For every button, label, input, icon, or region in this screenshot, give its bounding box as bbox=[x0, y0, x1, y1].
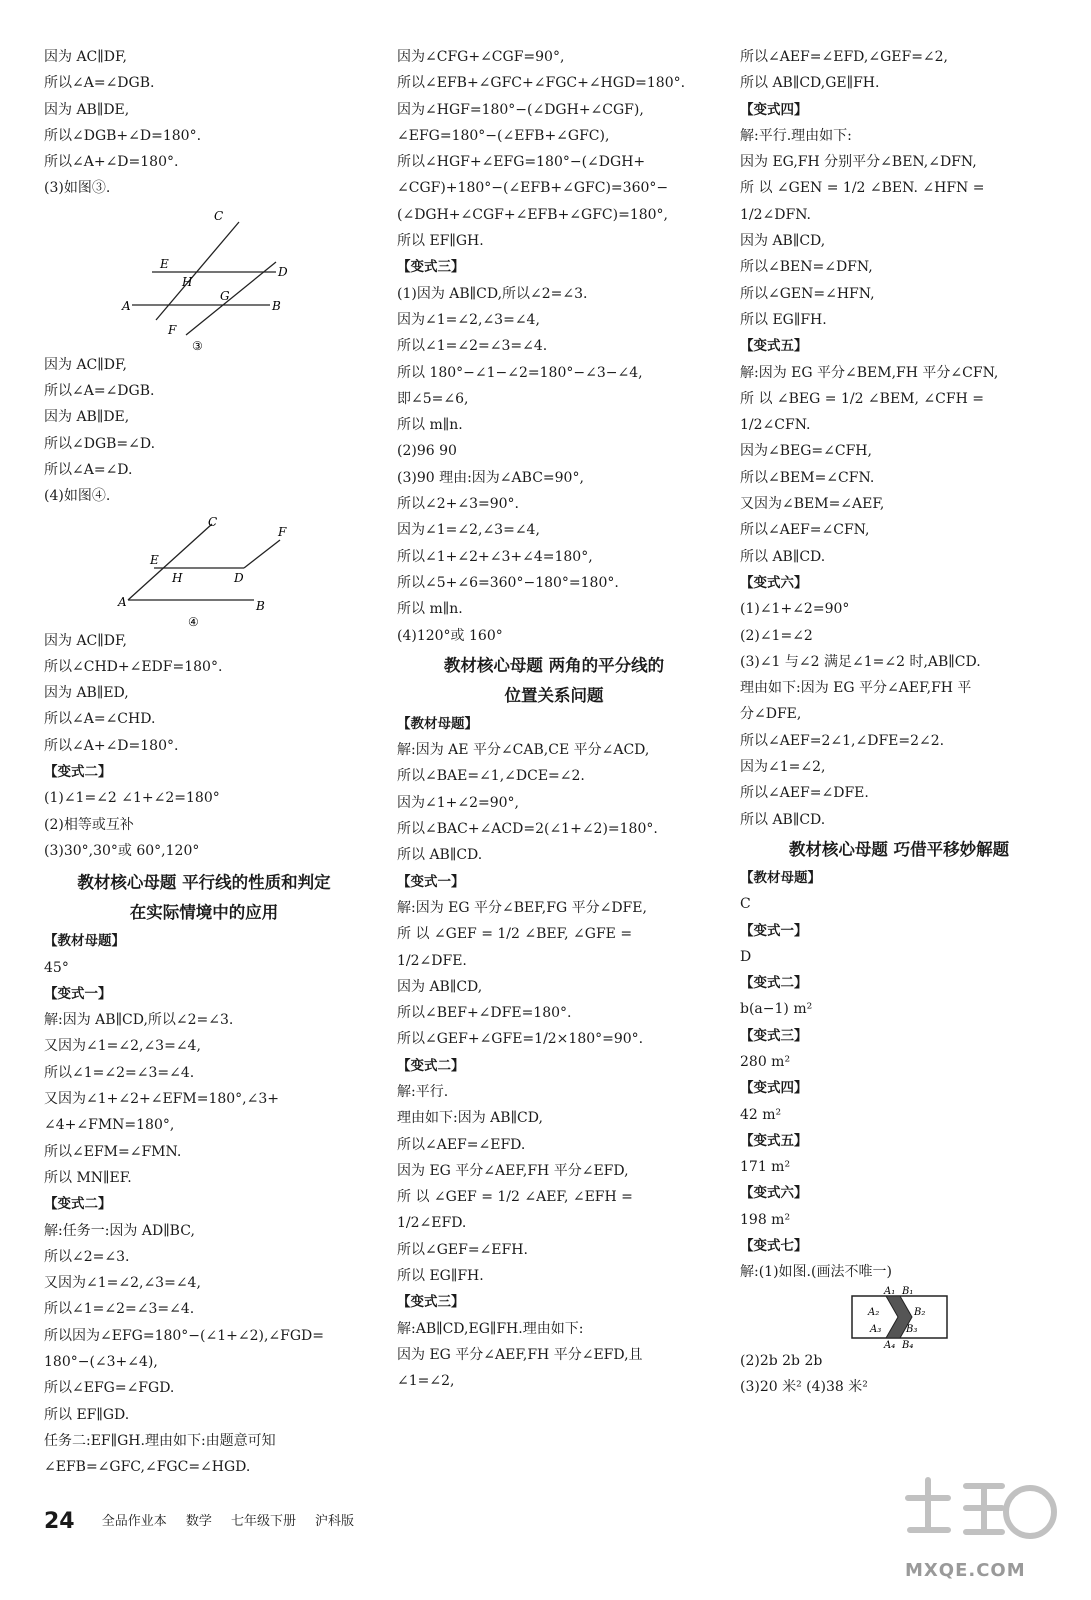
text-line: (3)30°,30°或 60°,120° bbox=[44, 842, 200, 859]
text-line: (2)96 90 bbox=[397, 443, 457, 460]
text-line: 所以 AB∥CD. bbox=[740, 811, 826, 828]
fig7-label: A₂ bbox=[868, 1306, 880, 1318]
text-block bbox=[44, 44, 364, 202]
text-line: ∠EFG=180°−(∠EFB+∠GFC), bbox=[397, 127, 610, 144]
text-line: 所 以 ∠GEN = 1/2 ∠BEN. ∠HFN = bbox=[740, 180, 985, 197]
section-title: 位置关系问题 bbox=[504, 685, 604, 705]
text-line: 所以∠1=∠2=∠3=∠4. bbox=[44, 1301, 195, 1318]
text-block bbox=[397, 1079, 711, 1289]
section-label: 【变式三】 bbox=[397, 1294, 465, 1311]
text-line: 因为∠HGF=180°−(∠DGH+∠CGF), bbox=[397, 101, 644, 118]
text-line: b(a−1) m² bbox=[740, 1001, 813, 1018]
text-line: 任务二:EF∥GH.理由如下:由题意可知 bbox=[44, 1432, 276, 1449]
text-line: (3)如图③. bbox=[44, 180, 111, 197]
section-label: 【变式六】 bbox=[740, 1185, 808, 1202]
footer-book-title: 全品作业本 bbox=[101, 1513, 167, 1529]
text-line: 解:任务一:因为 AD∥BC, bbox=[44, 1222, 195, 1239]
figure-3 bbox=[44, 202, 364, 352]
text-line: 所以 AB∥CD. bbox=[397, 847, 483, 864]
fig3-label: B bbox=[272, 298, 281, 313]
text-line: 1/2∠DFE. bbox=[397, 952, 467, 969]
text-line: 所以 m∥n. bbox=[397, 417, 463, 434]
text-line: 理由如下:因为 EG 平分∠AEF,FH 平 bbox=[740, 680, 972, 697]
text-block bbox=[44, 352, 364, 510]
section-label: 【变式三】 bbox=[740, 1027, 808, 1044]
section-label: 【变式一】 bbox=[740, 922, 808, 939]
text-line: 所以∠BEN=∠DFN, bbox=[740, 259, 873, 276]
text-line: 所以∠BAE=∠1,∠DCE=∠2. bbox=[397, 768, 585, 785]
text-line: 所以 EG∥FH. bbox=[397, 1268, 484, 1285]
text-line: 解:平行.理由如下: bbox=[740, 127, 852, 144]
text-line: 所以∠5+∠6=360°−180°=180°. bbox=[397, 574, 619, 591]
fig7-label: B₄ bbox=[902, 1339, 914, 1348]
text-line: 所以∠A=∠D. bbox=[44, 461, 133, 478]
section-label: 【教材母题】 bbox=[44, 933, 125, 950]
line-df bbox=[186, 262, 276, 335]
fig4-label: A bbox=[118, 594, 127, 609]
fig4-caption: ④ bbox=[188, 614, 199, 628]
text-block bbox=[740, 1102, 1058, 1128]
text-line: 所以∠1=∠2=∠3=∠4. bbox=[397, 338, 548, 355]
text-line: 所以 MN∥EF. bbox=[44, 1169, 132, 1186]
text-line: 又因为∠1=∠2,∠3=∠4, bbox=[44, 1038, 201, 1055]
text-line: (2)相等或互补 bbox=[44, 816, 134, 833]
text-line: 1/2∠EFD. bbox=[397, 1215, 467, 1232]
text-line: 所以∠GEN=∠HFN, bbox=[740, 285, 875, 302]
text-block bbox=[740, 1259, 1058, 1285]
text-line: 所以∠EFG=∠FGD. bbox=[44, 1380, 175, 1397]
text-line: 因为 AC∥DF, bbox=[44, 356, 127, 373]
text-line: 180°−(∠3+∠4), bbox=[44, 1353, 158, 1370]
fig3-label: E bbox=[160, 256, 169, 271]
line-ac bbox=[128, 524, 212, 600]
text-line: (4)120°或 160° bbox=[397, 627, 503, 644]
text-line: 因为 AB∥DE, bbox=[44, 101, 130, 118]
section-label: 【变式二】 bbox=[44, 764, 112, 781]
text-line: 所以∠EFB+∠GFC+∠FGC+∠HGD=180°. bbox=[397, 75, 686, 92]
text-line: 因为 EG 平分∠AEF,FH 平分∠EFD,且 bbox=[397, 1346, 643, 1363]
text-line: 198 m² bbox=[740, 1211, 791, 1228]
section-label: 【变式四】 bbox=[740, 1080, 808, 1097]
section-label: 【变式一】 bbox=[44, 985, 112, 1002]
text-block bbox=[740, 123, 1058, 333]
text-line: 所以∠A+∠D=180°. bbox=[44, 154, 179, 171]
text-line: (2)∠1=∠2 bbox=[740, 627, 813, 644]
text-line: 所以∠BAC+∠ACD=2(∠1+∠2)=180°. bbox=[397, 821, 658, 838]
text-line: 1/2∠DFN. bbox=[740, 206, 812, 223]
text-line: 所以∠A=∠CHD. bbox=[44, 711, 156, 728]
text-line: (3)90 理由:因为∠ABC=90°, bbox=[397, 469, 584, 486]
text-line: 解:因为 AE 平分∠CAB,CE 平分∠ACD, bbox=[397, 742, 650, 759]
text-line: 所以∠A=∠DGB. bbox=[44, 75, 155, 92]
text-line: 因为 AC∥DF, bbox=[44, 632, 127, 649]
text-line: (∠DGH+∠CGF+∠EFB+∠GFC)=180°, bbox=[397, 206, 668, 223]
section-label: 【变式六】 bbox=[740, 574, 808, 591]
text-line: ∠4+∠FMN=180°, bbox=[44, 1117, 175, 1134]
footer-subject: 数学 bbox=[185, 1513, 212, 1529]
section-label: 【变式四】 bbox=[740, 101, 808, 118]
section-label: 【变式五】 bbox=[740, 1132, 808, 1149]
text-line: (3)20 米² (4)38 米² bbox=[740, 1378, 868, 1395]
fig4-label: C bbox=[208, 514, 218, 529]
text-block bbox=[397, 1316, 711, 1395]
text-block bbox=[740, 360, 1058, 570]
text-line: ∠1=∠2, bbox=[397, 1373, 455, 1390]
text-block bbox=[397, 737, 711, 868]
text-line: 因为∠CFG+∠CGF=90°, bbox=[397, 49, 565, 65]
text-block bbox=[397, 44, 711, 254]
fig3-caption: ③ bbox=[192, 338, 203, 352]
text-block bbox=[740, 1154, 1058, 1180]
section-label: 【变式一】 bbox=[397, 873, 465, 890]
text-line: 解:因为 AB∥CD,所以∠2=∠3. bbox=[44, 1012, 234, 1029]
text-line: 所以∠GEF=∠EFH. bbox=[397, 1241, 528, 1258]
text-block bbox=[740, 1348, 1058, 1401]
section-label: 【变式二】 bbox=[44, 1196, 112, 1213]
fig3-label: D bbox=[278, 264, 288, 279]
text-line: 因为 AB∥DE, bbox=[44, 409, 130, 426]
text-block bbox=[44, 1218, 364, 1481]
column-2 bbox=[397, 44, 711, 1395]
text-line: 因为 EG,FH 分别平分∠BEN,∠DFN, bbox=[740, 154, 977, 171]
text-line: 42 m² bbox=[740, 1106, 782, 1123]
fig3-label: F bbox=[168, 322, 177, 337]
text-line: 因为∠1=∠2,∠3=∠4, bbox=[397, 311, 540, 328]
text-line: 理由如下:因为 AB∥CD, bbox=[397, 1110, 543, 1127]
text-line: 又因为∠1=∠2,∠3=∠4, bbox=[44, 1275, 201, 1292]
section-label: 【变式二】 bbox=[740, 975, 808, 992]
section-label: 【变式七】 bbox=[740, 1238, 808, 1255]
fig4-label: H bbox=[172, 570, 183, 585]
text-line: 所以∠A=∠DGB. bbox=[44, 383, 155, 400]
text-line: 所以∠DGB+∠D=180°. bbox=[44, 127, 202, 144]
section-label: 【变式二】 bbox=[397, 1057, 465, 1074]
footer-grade: 七年级下册 bbox=[230, 1513, 296, 1529]
text-line: 所以 m∥n. bbox=[397, 601, 463, 618]
text-line: (1)∠1+∠2=90° bbox=[740, 601, 850, 618]
text-line: 因为 AB∥ED, bbox=[44, 685, 129, 702]
text-line: 所 以 ∠GEF = 1/2 ∠BEF, ∠GFE = bbox=[397, 926, 633, 943]
text-line: (1)因为 AB∥CD,所以∠2=∠3. bbox=[397, 285, 588, 302]
fig7-label: B₃ bbox=[906, 1323, 918, 1335]
fig4-label: F bbox=[278, 524, 287, 539]
footer-edition: 沪科版 bbox=[315, 1513, 355, 1529]
section-label: 【变式五】 bbox=[740, 338, 808, 355]
text-line: ∠EFB=∠GFC,∠FGC=∠HGD. bbox=[44, 1459, 251, 1476]
text-line: 所以∠CHD+∠EDF=180°. bbox=[44, 658, 223, 675]
fig7-label: A₁ bbox=[884, 1285, 896, 1297]
section-label: 【教材母题】 bbox=[740, 869, 821, 886]
text-line: D bbox=[740, 948, 752, 965]
text-line: 分∠DFE, bbox=[740, 706, 802, 723]
text-line: 解:因为 EG 平分∠BEF,FG 平分∠DFE, bbox=[397, 899, 647, 916]
fig7-label: B₂ bbox=[914, 1306, 926, 1318]
text-line: ∠CGF)+180°−(∠EFB+∠GFC)=360°− bbox=[397, 180, 669, 197]
text-line: 所以 AB∥CD. bbox=[740, 548, 826, 565]
text-block bbox=[740, 996, 1058, 1022]
figure-translation bbox=[740, 1286, 1058, 1348]
text-block bbox=[740, 944, 1058, 970]
text-line: (3)∠1 与∠2 满足∠1=∠2 时,AB∥CD. bbox=[740, 653, 981, 670]
fig3-label: C bbox=[214, 208, 224, 223]
text-block bbox=[740, 1049, 1058, 1075]
text-line: 所以因为∠EFG=180°−(∠1+∠2),∠FGD= bbox=[44, 1327, 324, 1344]
text-line: 所以∠HGF+∠EFG=180°−(∠DGH+ bbox=[397, 154, 646, 171]
text-line: 所以∠DGB=∠D. bbox=[44, 435, 156, 452]
text-line: 所以 180°−∠1−∠2=180°−∠3−∠4, bbox=[397, 364, 643, 381]
text-line: (1)∠1=∠2 ∠1+∠2=180° bbox=[44, 790, 220, 807]
text-line: 所 以 ∠BEG = 1/2 ∠BEM, ∠CFH = bbox=[740, 390, 984, 407]
page-number: 24 bbox=[44, 1508, 75, 1534]
section-label: 【教材母题】 bbox=[397, 715, 478, 732]
text-line: 因为 AC∥DF, bbox=[44, 49, 127, 65]
text-line: 所以 AB∥CD,GE∥FH. bbox=[740, 75, 880, 92]
text-line: 280 m² bbox=[740, 1053, 791, 1070]
text-line: 所以∠1+∠2+∠3+∠4=180°, bbox=[397, 548, 593, 565]
section-title: 教材核心母题 巧借平移妙解题 bbox=[788, 839, 1010, 859]
text-line: 又因为∠1+∠2+∠EFM=180°,∠3+ bbox=[44, 1091, 280, 1108]
fig4-label: E bbox=[150, 552, 159, 567]
text-line: 所以∠EFM=∠FMN. bbox=[44, 1143, 182, 1160]
text-line: 所以∠AEF=2∠1,∠DFE=2∠2. bbox=[740, 732, 945, 749]
text-block bbox=[397, 281, 711, 649]
text-block bbox=[44, 955, 364, 981]
fig3-label: G bbox=[220, 288, 230, 303]
text-line: 所以∠GEF+∠GFE=1/2×180°=90°. bbox=[397, 1031, 644, 1048]
text-line: (2)2b 2b 2b bbox=[740, 1352, 823, 1369]
text-line: 解:因为 EG 平分∠BEM,FH 平分∠CFN, bbox=[740, 364, 999, 381]
text-line: 即∠5=∠6, bbox=[397, 390, 469, 407]
text-line: 所以∠AEF=∠EFD. bbox=[397, 1136, 526, 1153]
fig3-label: H bbox=[182, 274, 193, 289]
text-block bbox=[44, 628, 364, 759]
section-title: 在实际情境中的应用 bbox=[129, 903, 279, 923]
fig7-label: A₄ bbox=[884, 1339, 896, 1348]
text-line: 1/2∠CFN. bbox=[740, 417, 811, 434]
text-line: 45° bbox=[44, 959, 69, 976]
text-line: 171 m² bbox=[740, 1159, 791, 1176]
fig7-label: B₁ bbox=[902, 1285, 914, 1297]
fig4-label: D bbox=[234, 570, 244, 585]
text-block bbox=[44, 1007, 364, 1191]
text-line: 解:(1)如图.(画法不唯一) bbox=[740, 1264, 892, 1281]
text-line: 所以 EF∥GH. bbox=[397, 233, 484, 250]
line-df bbox=[244, 540, 280, 568]
text-line: 所以∠BEF+∠DFE=180°. bbox=[397, 1005, 572, 1022]
text-line: 所以 EG∥FH. bbox=[740, 311, 827, 328]
text-block bbox=[740, 891, 1058, 917]
text-line: 因为 EG 平分∠AEF,FH 平分∠EFD, bbox=[397, 1162, 629, 1179]
text-line: 因为∠1+∠2=90°, bbox=[397, 794, 520, 811]
text-line: (4)如图④. bbox=[44, 488, 111, 505]
text-line: 所以∠BEM=∠CFN. bbox=[740, 469, 875, 486]
text-line: C bbox=[740, 896, 751, 913]
text-line: 解:平行. bbox=[397, 1083, 449, 1100]
text-line: 因为∠1=∠2,∠3=∠4, bbox=[397, 522, 540, 539]
watermark-text: MXQE.COM bbox=[905, 1560, 1026, 1581]
text-line: 所以∠2+∠3=90°. bbox=[397, 496, 520, 513]
fig3-label: A bbox=[122, 298, 131, 313]
text-line: 因为∠1=∠2, bbox=[740, 759, 826, 776]
text-line: 所以∠A+∠D=180°. bbox=[44, 737, 179, 754]
text-line: 所以∠AEF=∠EFD,∠GEF=∠2, bbox=[740, 49, 949, 65]
text-line: 所以∠2=∠3. bbox=[44, 1248, 130, 1265]
text-line: 所以∠AEF=∠CFN, bbox=[740, 522, 870, 539]
text-block bbox=[44, 785, 364, 864]
fig7-label: A₃ bbox=[870, 1323, 882, 1335]
section-label: 【变式三】 bbox=[397, 259, 465, 276]
text-line: 因为∠BEG=∠CFH, bbox=[740, 443, 872, 460]
text-line: 因为 AB∥CD, bbox=[740, 233, 826, 250]
text-block bbox=[740, 596, 1058, 833]
text-line: 所 以 ∠GEF = 1/2 ∠AEF, ∠EFH = bbox=[397, 1189, 633, 1206]
text-line: 所以∠AEF=∠DFE. bbox=[740, 785, 869, 802]
text-line: 因为 AB∥CD, bbox=[397, 978, 483, 995]
column-1 bbox=[44, 44, 364, 1480]
figure-4 bbox=[44, 510, 364, 628]
section-title: 教材核心母题 两角的平分线的 bbox=[443, 655, 665, 675]
text-block bbox=[740, 1207, 1058, 1233]
text-block bbox=[740, 44, 1058, 97]
section-title: 教材核心母题 平行线的性质和判定 bbox=[77, 873, 331, 893]
page-footer bbox=[44, 1506, 368, 1536]
fig4-label: B bbox=[256, 598, 265, 613]
column-3 bbox=[740, 44, 1058, 1400]
text-block bbox=[397, 895, 711, 1053]
text-line: 解:AB∥CD,EG∥FH.理由如下: bbox=[397, 1320, 584, 1337]
text-line: 又因为∠BEM=∠AEF, bbox=[740, 496, 885, 513]
text-line: 所以 EF∥GD. bbox=[44, 1406, 130, 1423]
text-line: 所以∠1=∠2=∠3=∠4. bbox=[44, 1064, 195, 1081]
